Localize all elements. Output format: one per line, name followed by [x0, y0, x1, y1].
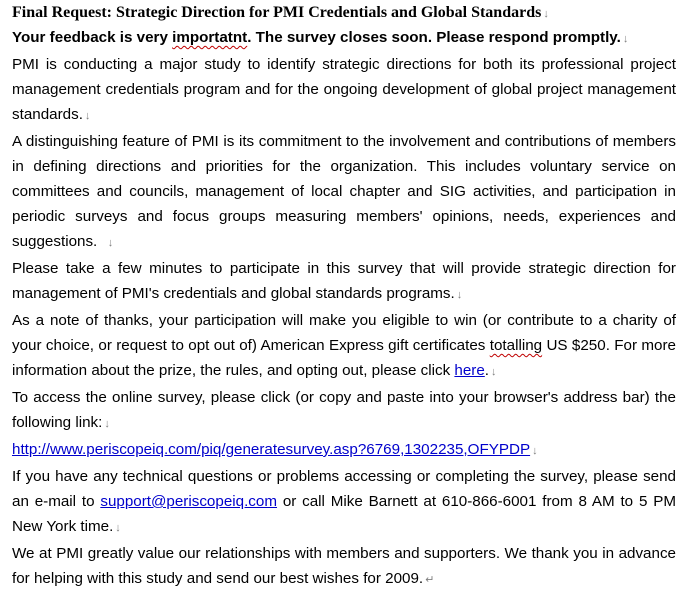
line-break-mark: ↓: [107, 237, 114, 249]
urgent-text-start: Your feedback is very: [12, 29, 173, 46]
title-text: Final Request: Strategic Direction for PMI Credentials and Global Standards: [12, 4, 542, 21]
line-break-mark: ↓: [622, 33, 629, 45]
document-title: [12, 2, 676, 25]
support-email-link[interactable]: support@periscopeiq.com: [100, 493, 278, 510]
paragraph-text: To access the online survey, please click (or copy and paste into your browser's address bar) the following link:: [12, 389, 676, 431]
line-break-mark: ↓: [491, 366, 497, 378]
email-document: [12, 2, 676, 593]
line-break-mark: ↓: [84, 110, 91, 122]
urgent-notice: [12, 25, 676, 52]
paragraph-text: or call Mike Barnett at 610-866-6001 from 8 AM to 5 PM New York time.: [12, 493, 676, 535]
urgent-text-end: . The survey closes soon. Please respond promptly.: [247, 29, 621, 46]
paragraph-closing: [12, 541, 676, 593]
paragraph-text: .: [484, 362, 490, 379]
paragraph-text: A distinguishing feature of PMI is its commitment to the involvement and contributions of members in defining directions and priorities for the organization. This includes voluntary service on committees and councils, management of local chapter and SIG activities, and participation in periodic surveys and focus groups measuring members' opinions, needs, experiences and suggestions.: [12, 133, 676, 250]
survey-link-line: [12, 437, 676, 464]
line-break-mark: ↓: [543, 8, 549, 20]
line-break-mark: ↓: [115, 522, 121, 534]
paragraph-study-intro: [12, 52, 676, 129]
line-break-mark: ↓: [104, 418, 110, 430]
misspelled-word: totalling: [489, 337, 543, 354]
paragraph-text: US $250. For more information about the prize, the rules, and opting out, please click: [12, 337, 677, 379]
paragraph-member-involvement: [12, 129, 676, 256]
paragraph-text: If you have any technical questions or problems accessing or completing the survey, please send an e-mail to: [12, 468, 676, 510]
paragraph-end-mark: ↵: [425, 574, 435, 586]
paragraph-survey-access: [12, 385, 676, 437]
paragraph-text: We at PMI greatly value our relationships with members and supporters. We thank you in advance for helping with this study and send our best wishes for 2009.: [12, 545, 676, 587]
paragraph-text: Please take a few minutes to participate in this survey that will provide strategic direction for management of PMI's credentials and global standards programs.: [12, 260, 676, 302]
paragraph-prize-info: [12, 308, 676, 385]
survey-url-link[interactable]: http://www.periscopeiq.com/piq/generatesurvey.asp?6769,1302235,OFYPDP: [12, 441, 531, 458]
paragraph-text: PMI is conducting a major study to identify strategic directions for both its professional project management credentials program and for the ongoing development of global project management standards.: [12, 56, 676, 123]
paragraph-support-contact: [12, 464, 676, 541]
misspelled-word: importatnt: [172, 29, 248, 46]
paragraph-text: As a note of thanks, your participation will make you eligible to win (or contribute to a charity of your choice, or request to opt out of) American Express gift certificates: [12, 312, 676, 354]
paragraph-participate-request: [12, 256, 676, 308]
line-break-mark: ↓: [456, 289, 463, 301]
prize-info-link[interactable]: here: [454, 362, 485, 379]
line-break-mark: ↓: [532, 445, 538, 457]
